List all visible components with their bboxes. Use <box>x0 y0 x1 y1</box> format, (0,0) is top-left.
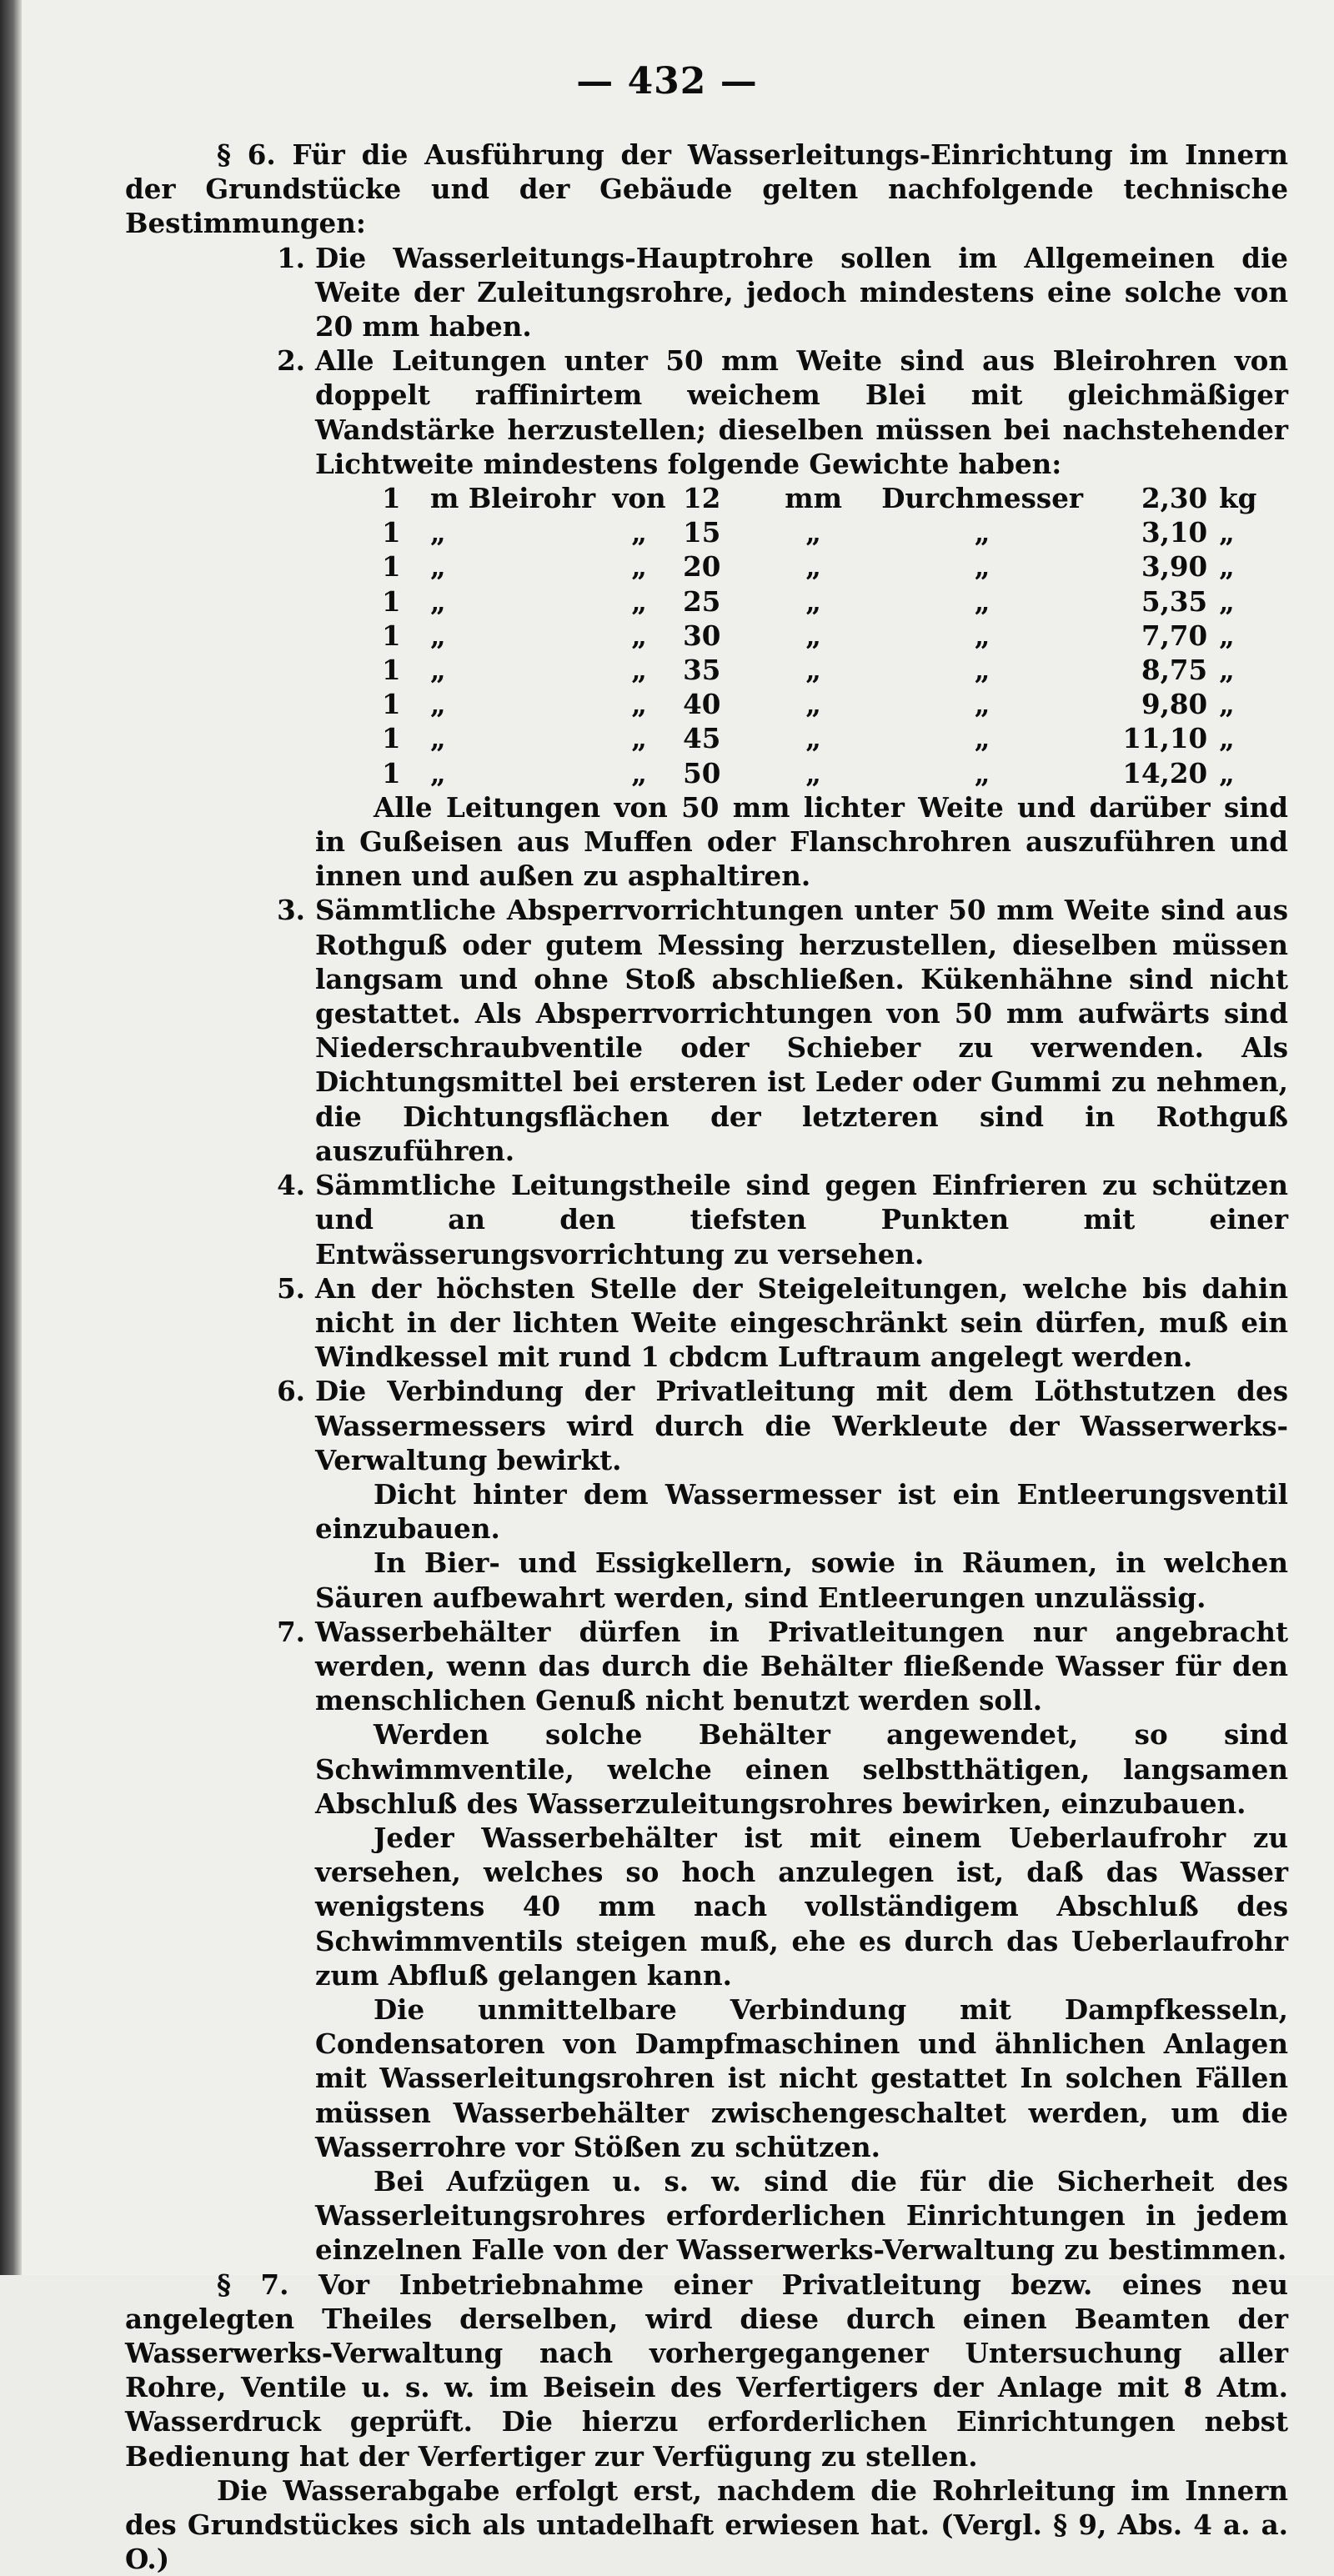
pipe-count: 1 <box>382 756 401 789</box>
list-item <box>125 343 1288 481</box>
pipe-unit: „ <box>430 516 446 549</box>
list-item-continuation <box>125 790 1288 894</box>
diameter-label: „ <box>974 550 990 584</box>
item-number: 5. <box>277 1271 305 1305</box>
item-paragraph: Jeder Wasserbehälter ist mit einem Ueberlaufrohr zu versehen, welches so hoch anzulegen ist, daß das Wasser wenigstens 40 mm nach vollständigem Abschluß des Schwimmventils steigen muß, ehe es durch das Ueberlaufrohr zum Abfluß gelangen kann. <box>315 1821 1288 1992</box>
table-row <box>382 721 1256 755</box>
weight-unit: „ <box>1219 619 1235 652</box>
item-text: Alle Leitungen unter 50 mm Weite sind aus Bleirohren von doppelt raffinirtem weichem Blei mit gleichmäßiger Wandstärke herzustellen; dieselben müssen bei nachstehender Lichtweite mindestens folgende Gewichte haben: <box>315 344 1288 480</box>
pipe-diameter: 40 <box>683 688 721 721</box>
item-paragraph: Werden solche Behälter angewendet, so sind Schwimmventile, welche einen selbstthätigen, langsamen Abschluß des Wasserzuleitungsrohres bewirken, einzubauen. <box>315 1718 1288 1820</box>
item-paragraph: Die unmittelbare Verbindung mit Dampfkesseln, Condensatoren von Dampfmaschinen und ähnlichen Anlagen mit Wasserleitungsrohren ist nicht gestattet In solchen Fällen müssen Wasserbehälter zwischengeschaltet werden, um die Wasserrohre vor Stößen zu schützen. <box>315 1992 1288 2163</box>
diameter-unit: „ <box>805 550 821 584</box>
item-paragraph: Bei Aufzügen u. s. w. sind die für die Sicherheit des Wasserleitungsrohres erforderlichen Einrichtungen in jedem einzelnen Falle von der Wasserwerks-Verwaltung zu bestimmen. <box>315 2164 1288 2267</box>
pipe-weight: 7,70 <box>1141 619 1208 652</box>
item-text: Wasserbehälter dürfen in Privatleitungen nur angebracht werden, wenn das durch die Behälter fließende Wasser für den menschlichen Genuß nicht benutzt werden soll. <box>315 1615 1288 1717</box>
weight-unit: „ <box>1219 550 1235 584</box>
list-item <box>125 1615 1288 2268</box>
item-number: 7. <box>277 1615 305 1648</box>
section-7-paragraph: Die Wasserabgabe erfolgt erst, nachdem die Rohrleitung im Innern des Grundstückes sich als untadelhaft erwiesen hat. (Vergl. § 9, Abs. 4 a. a. O.) <box>125 2473 1288 2576</box>
list-item <box>125 1168 1288 1271</box>
pipe-count: 1 <box>382 654 401 687</box>
pipe-unit: „ <box>430 722 446 755</box>
lead-pipe-weights-table <box>382 481 1256 790</box>
table-row <box>382 549 1256 584</box>
list-item <box>125 1374 1288 1614</box>
pipe-unit: „ <box>430 756 446 789</box>
pipe-count: 1 <box>382 482 401 515</box>
weight-unit: „ <box>1219 688 1235 721</box>
list-item <box>125 241 1288 344</box>
pipe-unit: „ <box>430 584 446 618</box>
table-row <box>382 584 1256 619</box>
item-number: 3. <box>277 894 305 927</box>
pipe-diameter: 25 <box>683 584 721 618</box>
weight-unit: „ <box>1219 722 1235 755</box>
diameter-label: Durchmesser <box>881 482 1084 515</box>
diameter-unit: „ <box>805 584 821 618</box>
item-number: 6. <box>277 1375 305 1408</box>
from-word: „ <box>631 654 647 687</box>
pipe-unit: „ <box>430 654 446 687</box>
from-word: „ <box>631 722 647 755</box>
table-row <box>382 481 1256 515</box>
diameter-label: „ <box>974 619 990 652</box>
pipe-count: 1 <box>382 550 401 584</box>
list-item <box>125 893 1288 1168</box>
pipe-unit: m Bleirohr <box>430 482 596 515</box>
pipe-count: 1 <box>382 688 401 721</box>
diameter-label: „ <box>974 688 990 721</box>
pipe-diameter: 35 <box>683 654 721 687</box>
diameter-label: „ <box>974 654 990 687</box>
pipe-diameter: 50 <box>683 756 721 789</box>
weight-unit: „ <box>1219 516 1235 549</box>
pipe-diameter: 15 <box>683 516 721 549</box>
diameter-label: „ <box>974 722 990 755</box>
item-number: 2. <box>277 344 305 378</box>
item-text: An der höchsten Stelle der Steigeleitungen, welche bis dahin nicht in der lichten Weite eingeschränkt sein dürfen, muß ein Windkessel mit rund 1 cbdcm Luftraum angelegt werden. <box>315 1271 1288 1374</box>
page-number: — 432 — <box>576 60 758 103</box>
from-word: „ <box>631 516 647 549</box>
pipe-weight: 2,30 <box>1141 482 1208 515</box>
diameter-label: „ <box>974 584 990 618</box>
book-binding-edge <box>0 0 22 2275</box>
weight-unit: „ <box>1219 584 1235 618</box>
diameter-label: „ <box>974 516 990 549</box>
pipe-count: 1 <box>382 722 401 755</box>
item-text: Die Wasserleitungs-Hauptrohre sollen im Allgemeinen die Weite der Zuleitungsrohre, jedoch mindestens eine solche von 20 mm haben. <box>315 241 1288 343</box>
table-row <box>382 619 1256 653</box>
section-7-paragraph: § 7. Vor Inbetriebnahme einer Privatleitung bezw. eines neu angelegten Theiles derselben, wird diese durch einen Beamten der Wasserwerks-Verwaltung nach vorhergegangener Untersuchung aller Rohre, Ventile u. s. w. im Beisein des Verfertigers der Anlage mit 8 Atm. Wasserdruck geprüft. Die hierzu erforderlichen Einrichtungen nebst Bedienung hat der Verfertiger zur Verfügung zu stellen. <box>125 2268 1288 2473</box>
item-text: Die Verbindung der Privatleitung mit dem Löthstutzen des Wassermessers wird durch die Werkleute der Wasserwerks-Verwaltung bewirkt. <box>315 1375 1288 1476</box>
item-paragraph: Dicht hinter dem Wassermesser ist ein Entleerungsventil einzubauen. <box>315 1477 1288 1546</box>
diameter-unit: mm <box>785 482 842 515</box>
diameter-unit: „ <box>805 722 821 755</box>
diameter-unit: „ <box>805 756 821 789</box>
item-text: Sämmtliche Leitungstheile sind gegen Einfrieren zu schützen und an den tiefsten Punkten mit einer Entwässerungsvorrichtung zu versehen. <box>315 1169 1288 1270</box>
pipe-count: 1 <box>382 516 401 549</box>
list-item <box>125 1271 1288 1375</box>
table-row <box>382 687 1256 721</box>
table-row <box>382 653 1256 687</box>
from-word: von <box>612 482 666 515</box>
from-word: „ <box>631 550 647 584</box>
pipe-weight: 5,35 <box>1141 584 1208 618</box>
pipe-weight: 8,75 <box>1141 654 1208 687</box>
item-text: Alle Leitungen von 50 mm lichter Weite und darüber sind in Gußeisen aus Muffen oder Flanschrohren auszuführen und innen und außen zu asphaltiren. <box>315 790 1288 893</box>
pipe-diameter: 45 <box>683 722 721 755</box>
diameter-unit: „ <box>805 516 821 549</box>
weight-unit: „ <box>1219 756 1235 789</box>
diameter-unit: „ <box>805 688 821 721</box>
diameter-unit: „ <box>805 619 821 652</box>
item-number: 4. <box>277 1169 305 1202</box>
pipe-unit: „ <box>430 688 446 721</box>
document-body <box>125 138 1288 2576</box>
from-word: „ <box>631 584 647 618</box>
pipe-unit: „ <box>430 550 446 584</box>
pipe-unit: „ <box>430 619 446 652</box>
pipe-count: 1 <box>382 584 401 618</box>
pipe-count: 1 <box>382 619 401 652</box>
diameter-unit: „ <box>805 654 821 687</box>
pipe-weight: 14,20 <box>1122 756 1208 789</box>
item-paragraph: In Bier- und Essigkellern, sowie in Räumen, in welchen Säuren aufbewahrt werden, sind Entleerungen unzulässig. <box>315 1546 1288 1614</box>
from-word: „ <box>631 688 647 721</box>
pipe-weight: 11,10 <box>1122 722 1208 755</box>
pipe-diameter: 12 <box>683 482 721 515</box>
section-6-intro: § 6. Für die Ausführung der Wasserleitungs-Einrichtung im Innern der Grundstücke und der Gebäude gelten nachfolgende technische Bestimmungen: <box>125 138 1288 240</box>
pipe-diameter: 20 <box>683 550 721 584</box>
pipe-weight: 3,10 <box>1141 516 1208 549</box>
weight-unit: kg <box>1219 482 1257 515</box>
pipe-weight: 9,80 <box>1141 688 1208 721</box>
from-word: „ <box>631 619 647 652</box>
table-row <box>382 756 1256 790</box>
item-number: 1. <box>277 241 305 274</box>
from-word: „ <box>631 756 647 789</box>
table-row <box>382 515 1256 549</box>
pipe-weight: 3,90 <box>1141 550 1208 584</box>
diameter-label: „ <box>974 756 990 789</box>
item-text: Sämmtliche Absperrvorrichtungen unter 50 mm Weite sind aus Rothguß oder gutem Messing herzustellen, dieselben müssen langsam und ohne Stoß abschließen. Kükenhähne sind nicht gestattet. Als Absperrvorrichtungen von 50 mm aufwärts sind Niederschraubventile oder Schieber zu verwenden. Als Dichtungsmittel bei ersteren ist Leder oder Gummi zu nehmen, die Dichtungsflächen der letzteren sind in Rothguß auszuführen. <box>315 894 1288 1167</box>
pipe-diameter: 30 <box>683 619 721 652</box>
weight-unit: „ <box>1219 654 1235 687</box>
